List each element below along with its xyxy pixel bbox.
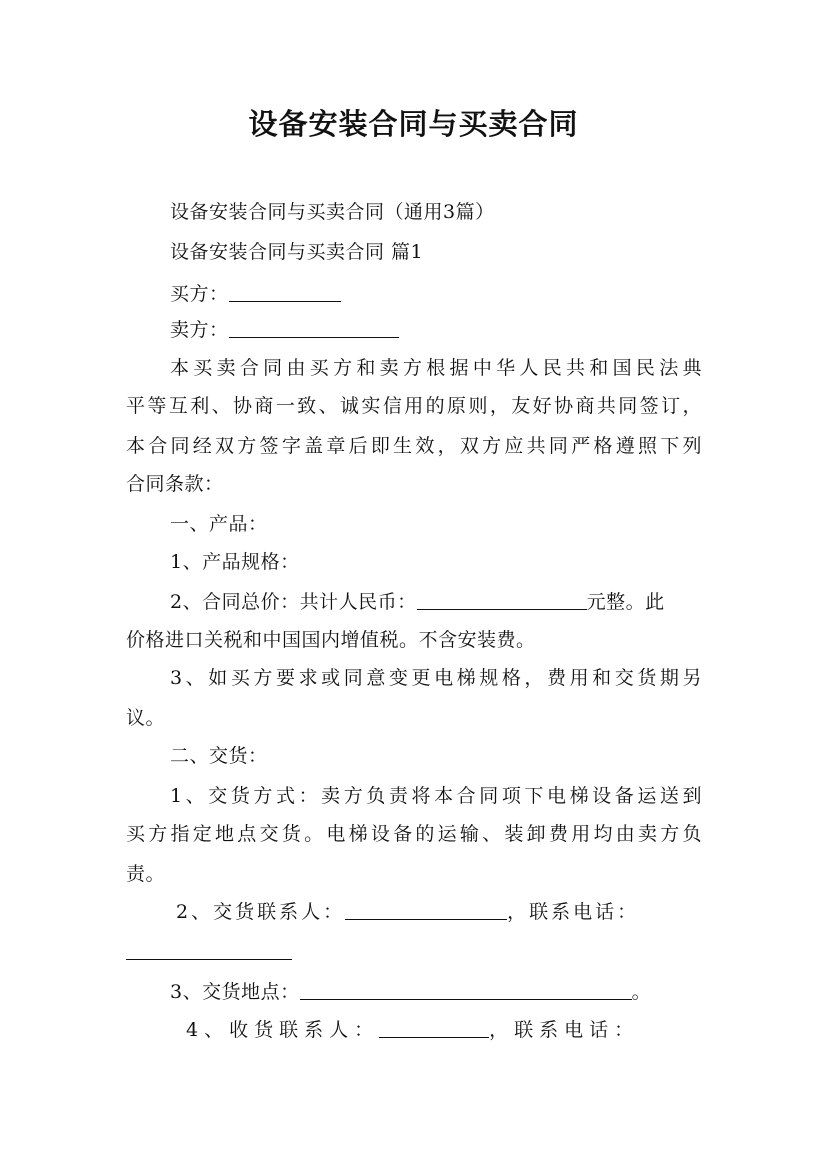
seller-label: 卖方： [170,319,229,341]
delivery-place-line [170,980,702,1004]
delivery-place-label: 3、交货地点： [170,981,300,1003]
clause-line: 3、如买方要求或同意变更电梯规格，费用和交货期另 [170,667,702,689]
clause-line: 买方指定地点交货。电梯设备的运输、装卸费用均由卖方负 [126,823,702,845]
buyer-label: 买方： [170,283,229,305]
delivery-contact-blank [345,901,507,920]
buyer-line [170,282,702,306]
document-title: 设备安装合同与买卖合同 [248,107,579,141]
paragraph-line: 本合同经双方签字盖章后即生效，双方应共同严格遵照下列 [126,435,702,457]
delivery-place-blank [300,981,632,1000]
section-heading: 一、产品： [170,513,268,535]
delivery-place-suffix: 。 [631,981,652,1003]
delivery-phone-line [126,940,702,964]
section-heading: 二、交货： [170,745,268,767]
receiver-contact-blank [379,1019,489,1038]
clause-line: 议。 [126,707,166,729]
price-blank [417,591,587,610]
paragraph-line: 平等互利、协商一致、诚实信用的原则，友好协商共同签订， [126,395,702,417]
delivery-contact-line [176,900,708,924]
price-label: 2、合同总价：共计人民币： [170,591,417,613]
clause-line: 价格进口关税和中国国内增值税。不含安装费。 [126,629,536,651]
clause-line: 责。 [126,863,166,885]
clause-line: 1、产品规格： [170,551,300,573]
receiver-contact-label: 4、收货联系人： [186,1019,380,1041]
clause-line: 1、交货方式：卖方负责将本合同项下电梯设备运送到 [170,785,702,807]
paragraph-line: 合同条款： [126,473,224,495]
seller-blank [229,319,399,338]
price-suffix: 元整。此 [586,591,665,613]
receiver-contact-line [186,1018,762,1042]
paragraph-line: 本买卖合同由买方和卖方根据中华人民共和国民法典 [170,357,702,379]
receiver-phone-label: ，联系电话： [489,1019,640,1041]
part-heading: 设备安装合同与买卖合同 篇1 [170,241,424,263]
price-line [170,590,702,614]
delivery-contact-label: 2、交货联系人： [176,901,346,923]
delivery-phone-label: ，联系电话： [507,901,640,923]
seller-line [170,318,702,342]
contract-heading: 设备安装合同与买卖合同（通用3篇） [170,201,495,223]
delivery-phone-blank [126,941,292,960]
buyer-blank [229,283,341,302]
